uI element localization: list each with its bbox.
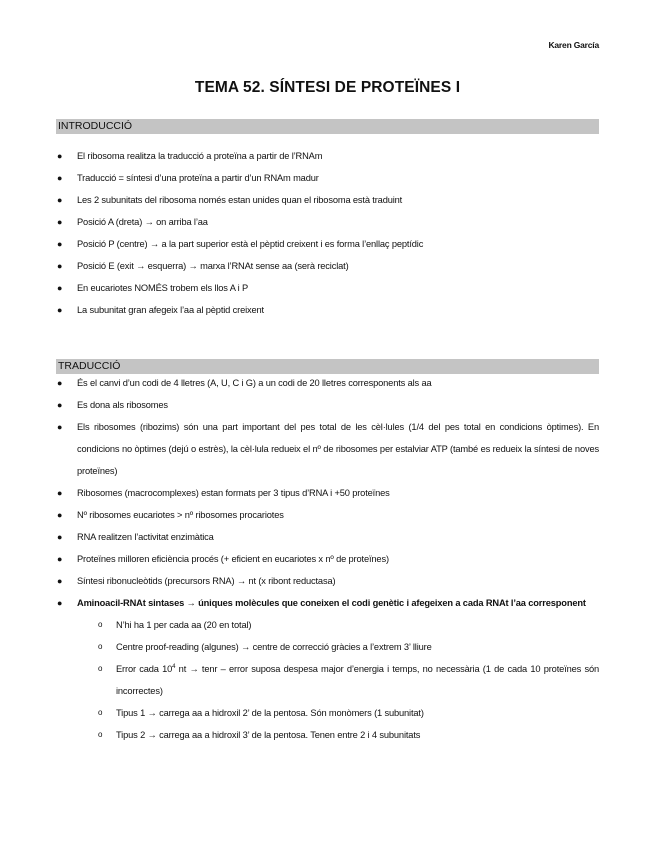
- list-item-text: RNA realitzen l’activitat enzimàtica: [77, 532, 214, 542]
- list-item: [56, 303, 599, 325]
- sub-list-item: [56, 614, 599, 636]
- list-item-text: Posició A (dreta) → on arriba l’aa: [77, 217, 208, 227]
- list-item-text: Es dona als ribosomes: [77, 400, 168, 410]
- bullet-icon: ●: [57, 532, 63, 542]
- list-item-text: Síntesi ribonucleòtids (precursors RNA) → nt (x ribont reductasa): [77, 576, 336, 586]
- list-item: [56, 526, 599, 548]
- sub-list-item-text-cont: nt → tenr – error suposa despesa major d’energia i temps, no necessària (1 de cada 10 proteïnes són incorrectes): [116, 664, 599, 696]
- list-item-text: Les 2 subunitats del ribosoma només estan unides quan el ribosoma està traduint: [77, 195, 403, 205]
- bullet-icon: ●: [57, 239, 63, 249]
- list-item-text: Ribosomes (macrocomplexes) estan formats per 3 tipus d’RNA i +50 proteïnes: [77, 488, 390, 498]
- bullet-icon: ●: [57, 261, 63, 271]
- translation-list: [56, 372, 599, 746]
- list-item-text: Proteïnes milloren eficiència procés (+ eficient en eucariotes x nº de proteïnes): [77, 554, 389, 564]
- list-item-text: Nº ribosomes eucariotes > nº ribosomes procariotes: [77, 510, 284, 520]
- circle-bullet-icon: o: [98, 620, 103, 629]
- list-item-text: La subunitat gran afegeix l’aa al pèptid creixent: [77, 305, 264, 315]
- list-item-text: Aminoacil-RNAt sintases → úniques molècules que coneixen el codi genètic i afegeixen a cada RNAt l’aa corresponent: [77, 598, 586, 608]
- list-item: [56, 372, 599, 394]
- bullet-icon: ●: [57, 598, 63, 608]
- bullet-icon: ●: [57, 151, 63, 161]
- list-item-text: El ribosoma realitza la traducció a proteïna a partir de l’RNAm: [77, 151, 323, 161]
- circle-bullet-icon: o: [98, 708, 103, 717]
- list-item: [56, 570, 599, 592]
- sub-list-item-text: Tipus 2 → carrega aa a hidroxil 3’ de la pentosa. Tenen entre 2 i 4 subunitats: [116, 730, 421, 740]
- list-item: [56, 281, 599, 303]
- bullet-icon: ●: [57, 217, 63, 227]
- list-item: [56, 193, 599, 215]
- list-item: [56, 215, 599, 237]
- list-item: [56, 548, 599, 570]
- intro-list: [56, 149, 599, 325]
- bullet-icon: ●: [57, 422, 63, 432]
- list-item: [56, 504, 599, 526]
- list-item-text: Posició P (centre) → a la part superior està el pèptid creixent i es forma l’enllaç peptídic: [77, 239, 424, 249]
- sub-list-item: [56, 702, 599, 724]
- section-heading-translation: TRADUCCIÓ: [56, 359, 599, 374]
- exponent: 4: [172, 663, 176, 670]
- bullet-icon: ●: [57, 378, 63, 388]
- circle-bullet-icon: o: [98, 664, 103, 673]
- sub-list-item: [56, 636, 599, 658]
- bullet-icon: ●: [57, 195, 63, 205]
- bullet-icon: ●: [57, 283, 63, 293]
- list-item-text: És el canvi d’un codi de 4 lletres (A, U, C i G) a un codi de 20 lletres corresponents als aa: [77, 378, 432, 388]
- sub-list-item-text: Error cada 10: [116, 664, 173, 674]
- sub-list-item: [56, 724, 599, 746]
- list-item: [56, 149, 599, 171]
- list-item: [56, 482, 599, 504]
- list-item: [56, 592, 599, 614]
- list-item: [56, 171, 599, 193]
- bullet-icon: ●: [57, 488, 63, 498]
- list-item-text: Posició E (exit → esquerra) → marxa l’RNAt sense aa (serà reciclat): [77, 261, 349, 271]
- author-name: Karen García: [548, 40, 599, 50]
- bullet-icon: ●: [57, 173, 63, 183]
- sub-list-item-text: Tipus 1 → carrega aa a hidroxil 2’ de la pentosa. Són monòmers (1 subunitat): [116, 708, 424, 718]
- bullet-icon: ●: [57, 510, 63, 520]
- section-heading-intro: INTRODUCCIÓ: [56, 119, 599, 134]
- list-item-text: En eucariotes NOMÉS trobem els llos A i P: [77, 283, 249, 293]
- list-item: [56, 237, 599, 259]
- circle-bullet-icon: o: [98, 730, 103, 739]
- sub-list-item-text: N’hi ha 1 per cada aa (20 en total): [116, 620, 252, 630]
- bullet-icon: ●: [57, 305, 63, 315]
- bullet-icon: ●: [57, 554, 63, 564]
- circle-bullet-icon: o: [98, 642, 103, 651]
- bullet-icon: ●: [57, 400, 63, 410]
- list-item: [56, 394, 599, 416]
- sub-list-item: [56, 658, 599, 702]
- document-title: TEMA 52. SÍNTESI DE PROTEÏNES I: [194, 79, 461, 96]
- list-item: [56, 416, 599, 482]
- bullet-icon: ●: [57, 576, 63, 586]
- list-item: [56, 259, 599, 281]
- list-item-text: Els ribosomes (ribozims) són una part important del pes total de les cèl·lules (1/4 del pes total en condicions òptimes). En condicions no òptimes (dejú o estrès), la cèl·lula redueix el nº de ribosomes per estalviar ATP (també es redueix la síntesi de noves proteïnes): [77, 422, 599, 476]
- list-item-text: Traducció = síntesi d’una proteïna a partir d’un RNAm madur: [77, 173, 319, 183]
- sub-list-item-text: Centre proof-reading (algunes) → centre de correcció gràcies a l’extrem 3’ lliure: [116, 642, 432, 652]
